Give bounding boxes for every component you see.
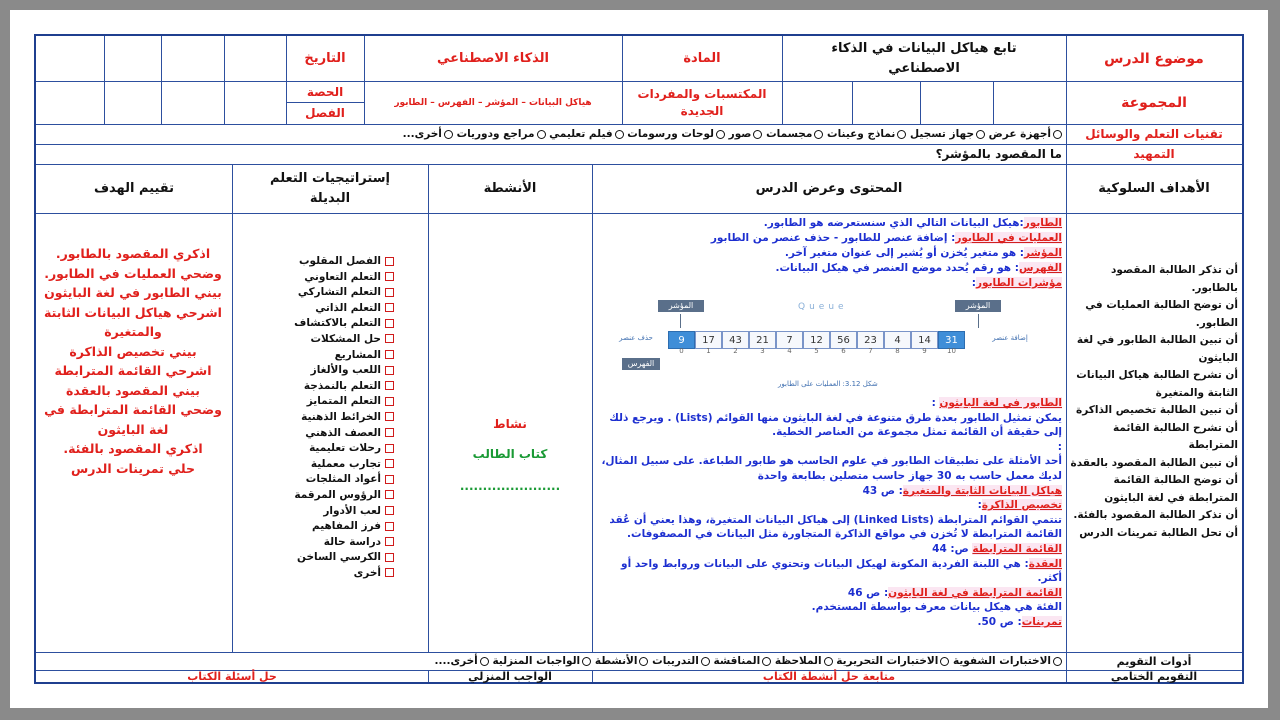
strategy-option[interactable]: فرز المفاهيم [236, 519, 394, 535]
col-content: المحتوى وعرض الدرس [755, 181, 903, 196]
evaluation-item: وضحي العمليات في الطابور. [44, 265, 222, 281]
strategy-option[interactable]: التعلم بالنمذجة [236, 379, 394, 395]
class-label: الفصل [305, 106, 345, 120]
tool-option[interactable]: لوحات ورسومات [627, 128, 725, 140]
queue-cell: 23 [857, 331, 884, 349]
date-label: التاريخ [304, 51, 346, 66]
radio-circle-icon [1053, 130, 1062, 139]
subject-label: موضوع الدرس [1104, 50, 1204, 67]
front-pointer-label: المؤشر الأمامي [658, 300, 704, 312]
radio-circle-icon [762, 657, 771, 666]
radio-circle-icon [701, 657, 710, 666]
strategy-option[interactable]: لعب الأدوار [236, 504, 394, 520]
queue-word: Queue [798, 302, 848, 312]
example-text: أحد الأمثلة على تطبيقات الطابور في علوم الحاسب هو طابور الطباعة. على سبيل المثال، لديك معمل حاسب به 30 جهاز حاسب متصلين بطابعة واحدة [601, 455, 1062, 482]
linked-label: القائمة المترابطة [972, 542, 1062, 555]
queue-indices: 0 1 2 3 4 5 6 7 8 9 10 [679, 347, 956, 355]
col-strategies: إستراتيجيات التعلم البديلة [270, 170, 390, 206]
radio-circle-icon [976, 130, 985, 139]
checkbox-icon [385, 444, 394, 453]
objective-item: أن تشرح الطالبة هياكل البيانات الثابتة والمتغيرة [1076, 369, 1238, 399]
checkbox-icon [385, 257, 394, 266]
static-page: : ص 43 [862, 484, 903, 497]
strategy-option[interactable]: أخرى [236, 566, 394, 582]
checkbox-icon [385, 319, 394, 328]
lesson-plan-table [34, 34, 1244, 684]
radio-circle-icon [444, 130, 453, 139]
assessment-option[interactable]: الأنشطة [595, 655, 649, 667]
evaluation-list [42, 244, 224, 478]
python-queue-label: الطابور في لغة البايثون [939, 397, 1062, 409]
intro-value: ما المقصود بالمؤشر؟ [935, 147, 1062, 161]
queue-cell: 12 [803, 331, 830, 349]
figure-caption: شكل 3.12: العمليات على الطابور [778, 380, 878, 388]
queue-cell: 14 [911, 331, 938, 349]
radio-circle-icon [716, 130, 725, 139]
queue-cell: 31 [938, 331, 965, 349]
queue-cell: 7 [776, 331, 803, 349]
col-objectives: الأهداف السلوكية [1098, 181, 1210, 196]
vocab-label: المكتسبات والمفردات الجديدة [637, 86, 767, 118]
exercises-label: تمرينات [1021, 615, 1062, 628]
evaluation-item: وضحي القائمة المترابطة في لغة البايثون [44, 402, 222, 437]
tool-option[interactable]: مجسمات [766, 128, 823, 140]
intro-label: التمهيد [1133, 147, 1175, 161]
checkbox-icon [385, 397, 394, 406]
assessment-list [236, 652, 1062, 670]
course-value: الذكاء الاصطناعي [436, 51, 550, 66]
pointer-text: : هو متغير يُخزن أو يُشير إلى عنوان متغير آخر. [784, 247, 1024, 259]
objectives-list [1070, 262, 1238, 542]
objective-item: أن تبين الطالبة تخصيص الذاكرة [1076, 404, 1238, 416]
checkbox-icon [385, 272, 394, 281]
strategy-option[interactable]: تجارب معملية [236, 457, 394, 473]
memory-label: تخصيص الذاكرة [981, 499, 1062, 512]
checkbox-icon [385, 366, 394, 375]
evaluation-item: حلي تمرينات الدرس [70, 460, 195, 476]
tool-option[interactable]: جهاز تسجيل [910, 128, 985, 140]
queue-cell: 56 [830, 331, 857, 349]
radio-circle-icon [940, 657, 949, 666]
objective-item: أن تشرح الطالبة القائمة المترابطة [1113, 421, 1238, 451]
checkbox-icon [385, 490, 394, 499]
queue-cell: 43 [722, 331, 749, 349]
radio-circle-icon [814, 130, 823, 139]
assessment-option[interactable]: الاختبارات الشفوية [953, 655, 1062, 667]
checkbox-icon [385, 568, 394, 577]
radio-circle-icon [537, 130, 546, 139]
checkbox-icon [385, 381, 394, 390]
vocab-value: هياكل البيانات – المؤشر – الفهرس – الطابور [394, 97, 592, 108]
group-label: المجموعة [1121, 94, 1187, 111]
exercises-page: : ص 50. [977, 615, 1022, 628]
tool-option[interactable]: نماذج وعينات [827, 128, 906, 140]
assessment-option[interactable]: الملاحظة [775, 655, 833, 667]
queue-figure [608, 298, 1028, 394]
ops-label: العمليات في الطابور [955, 232, 1062, 244]
assessment-option[interactable]: أخرى.... [435, 655, 489, 667]
tool-option[interactable]: صور [729, 128, 763, 140]
content-body-2: الطابور في لغة البايثون : يمكن تمثيل الطابور بعدة طرق متنوعة في لغة البايثون منها القوائم (Lists) . ويرجع ذلك إلى حقيقة أن القائمة تمثل مجموعة من العناصر الخطية. : أحد الأمثلة على تطبيقات الطابور في علوم الحاسب هو طابور الطباعة. على سبيل المثال، لديك معمل حاسب به 30 جهاز حاسب متصلين بطابعة واحدة هياكل البيانات الثابتة والمتغيرة: ص 43 تخصيص الذاكرة: تنتمي القوائم المترابطة (Linked Lists) إلى هياكل البيانات المتغيرة، وهذا يعني أن عُقد القائمة المترابطة لا تُخزن في مواقع الذاكرة المتجاورة مثل البيانات في المصفوفات. القائمة المترابطة ص: 44 العقدة: هي اللبنة الفردية المكونة لهيكل البيانات وتحتوي على البيانات وروابط واحد أو أكثر. القائمة المترابطة في لغة البايثون: ص 46 الفئة هي هيكل بيانات معرف بواسطة المستخدم. تمرينات: ص 50. [598, 396, 1062, 630]
tools-label: تقنيات التعلم والوسائل [1085, 127, 1223, 141]
objective-item: أن توضح الطالبة العمليات في الطابور. [1085, 299, 1238, 329]
checkbox-icon [385, 428, 394, 437]
index-tag: الفهرس [622, 358, 660, 370]
checkbox-icon [385, 288, 394, 297]
strategy-option[interactable]: الخرائط الذهنية [236, 410, 394, 426]
col-activities: الأنشطة [483, 181, 537, 196]
rear-pointer-label: المؤشر الخلفي [955, 300, 1001, 312]
memory-text: تنتمي القوائم المترابطة (Linked Lists) إلى هياكل البيانات المتغيرة، وهذا يعني أن عُقد القائمة المترابطة لا تُخزن في مواقع الذاكرة المتجاورة مثل البيانات في المصفوفات. [609, 513, 1062, 541]
evaluation-item: اشرحي القائمة المترابطة [54, 363, 212, 378]
python-linked-page: : ص 46 [847, 586, 889, 599]
queue-cell: 4 [884, 331, 911, 349]
ops-text: : إضافة عنصر للطابور - حذف عنصر من الطابور [710, 232, 956, 244]
python-queue-text: يمكن تمثيل الطابور بعدة طرق متنوعة في لغة البايثون منها القوائم (Lists) . ويرجع ذلك إلى حقيقة أن القائمة تمثل مجموعة من العناصر الخطية. [609, 411, 1062, 439]
node-text: : هي اللبنة الفردية المكونة لهيكل البيانات وتحتوي على البيانات وروابط واحد أو أكثر. [621, 557, 1062, 585]
strategy-option[interactable]: المشاريع [236, 348, 394, 364]
queue-cell: 21 [749, 331, 776, 349]
index-text: : هو رقم يُحدد موضع العنصر في هيكل البيانات. [775, 262, 1019, 274]
checkbox-icon [385, 475, 394, 484]
content-body: الطابور:هيكل البيانات التالي الذي سنستعرضه هو الطابور. العمليات في الطابور: إضافة عنصر للطابور - حذف عنصر من الطابور المؤشر: هو متغير يُخزن أو يُشير إلى عنوان متغير آخر. الفهرس: هو رقم يُحدد موضع العنصر في هيكل البيانات. مؤشرات الطابور: [710, 217, 1062, 289]
objective-item: أن تبين الطالبة الطابور في لغة البايثون [1076, 334, 1238, 364]
checkbox-icon [385, 553, 394, 562]
course-label: المادة [683, 51, 721, 66]
strategy-option[interactable]: التعلم التشاركي [236, 285, 394, 301]
indicators-label: مؤشرات الطابور [975, 277, 1062, 289]
python-linked-label: القائمة المترابطة في لغة البايثون [888, 586, 1062, 599]
radio-circle-icon [1053, 657, 1062, 666]
linked-page: ص: 44 [932, 542, 973, 555]
queue-def-label: الطابور [1023, 217, 1062, 229]
checkbox-icon [385, 537, 394, 546]
radio-circle-icon [753, 130, 762, 139]
strategies-list [236, 254, 422, 581]
strategy-option[interactable]: دراسة حالة [236, 535, 394, 551]
node-label: العقدة [1028, 557, 1062, 570]
pointer-label: المؤشر [1023, 247, 1062, 259]
assessment-option[interactable]: الواجبات المنزلية [492, 655, 591, 667]
assessment-option[interactable]: التدريبات [652, 655, 710, 667]
index-label: الفهرس [1018, 262, 1062, 274]
assessment-option[interactable]: المناقشة [713, 655, 771, 667]
radio-circle-icon [639, 657, 648, 666]
static-label: هياكل البيانات الثابتة والمتغيرة [902, 484, 1062, 497]
evaluation-item: اذكري المقصود بالطابور. [55, 246, 211, 261]
checkbox-icon [385, 459, 394, 468]
strategy-option[interactable]: الرؤوس المرقمة [236, 488, 394, 504]
checkbox-icon [385, 303, 394, 312]
col-evaluation: تقييم الهدف [93, 181, 175, 196]
homework-value: حل أسئلة الكتاب [187, 669, 277, 683]
queue-cell: 17 [695, 331, 722, 349]
class-def: الفئة هي هيكل بيانات معرف بواسطة المستخدم. [811, 601, 1062, 614]
strategy-option[interactable]: رحلات تعليمية [236, 441, 394, 457]
tool-option[interactable]: مراجع ودوريات [457, 128, 546, 140]
evaluation-item: بيني الطابور في لغة البايثون [44, 285, 222, 300]
strategy-option[interactable]: التعلم الذاتي [236, 301, 394, 317]
tool-option[interactable]: أجهزة عرض [989, 128, 1062, 140]
strategy-option[interactable]: العصف الذهني [236, 426, 394, 442]
checkbox-icon [385, 412, 394, 421]
add-label: إضافة عنصر [992, 334, 1028, 342]
objective-item: أن تحل الطالبة تمرينات الدرس [1079, 526, 1238, 539]
checkbox-icon [385, 522, 394, 531]
strategy-option[interactable]: الكرسي الساخن [236, 550, 394, 566]
strategy-option[interactable]: أعواد المثلجات [236, 472, 394, 488]
homework-label: الواجب المنزلي [468, 669, 552, 683]
tool-option[interactable]: فيلم تعليمي [549, 128, 623, 140]
queue-cell: 9 [668, 331, 695, 349]
tools-list [96, 124, 1062, 144]
radio-circle-icon [615, 130, 624, 139]
final-value: متابعة حل أنشطة الكتاب [762, 669, 896, 683]
page-frame [10, 10, 1268, 708]
checkbox-icon [385, 350, 394, 359]
activity-3: ...................... [459, 479, 561, 493]
radio-circle-icon [480, 657, 489, 666]
strategy-option[interactable]: اللعب والألغاز [236, 363, 394, 379]
objective-item: أن توضح الطالبة القائمة المترابطة في لغة البايثون [1104, 474, 1238, 504]
evaluation-item: اشرحي هياكل البيانات الثابتة والمتغيرة [44, 304, 222, 339]
assessment-option[interactable]: الاختبارات التحريرية [836, 655, 949, 667]
radio-circle-icon [824, 657, 833, 666]
subject-value: تابع هياكل البيانات في الذكاء الاصطناعي [831, 40, 1017, 76]
checkbox-icon [385, 506, 394, 515]
strategy-option[interactable]: الفصل المقلوب [236, 254, 394, 270]
strategy-option[interactable]: التعلم بالاكتشاف [236, 316, 394, 332]
assessment-label: أدوات التقويم [1116, 654, 1192, 668]
activity-2: كتاب الطالب [472, 447, 548, 461]
queue-def: :هيكل البيانات التالي الذي سنستعرضه هو الطابور. [763, 217, 1024, 229]
evaluation-item: بيني تخصيص الذاكرة [69, 343, 197, 359]
remove-label: حذف عنصر [619, 334, 653, 342]
queue-boxes [668, 328, 965, 349]
checkbox-icon [385, 334, 394, 343]
tool-option[interactable]: أخرى... [403, 128, 453, 140]
objective-item: أن تذكر الطالبة المقصود بالطابور. [1111, 264, 1238, 294]
objective-item: أن تذكر الطالبة المقصود بالفئة. [1073, 509, 1238, 521]
strategy-option[interactable]: التعلم المتمايز [236, 394, 394, 410]
objective-item: أن تبين الطالبة المقصود بالعقدة [1070, 456, 1238, 469]
radio-circle-icon [897, 130, 906, 139]
period-label: الحصة [306, 84, 344, 99]
evaluation-item: اذكري المقصود بالفئة. [63, 441, 203, 456]
final-label: التقويم الختامي [1110, 669, 1198, 683]
evaluation-item: بيني المقصود بالعقدة [66, 382, 200, 398]
strategy-option[interactable]: حل المشكلات [236, 332, 394, 348]
activity-1: نشاط [493, 417, 527, 431]
radio-circle-icon [582, 657, 591, 666]
strategy-option[interactable]: التعلم التعاوني [236, 270, 394, 286]
